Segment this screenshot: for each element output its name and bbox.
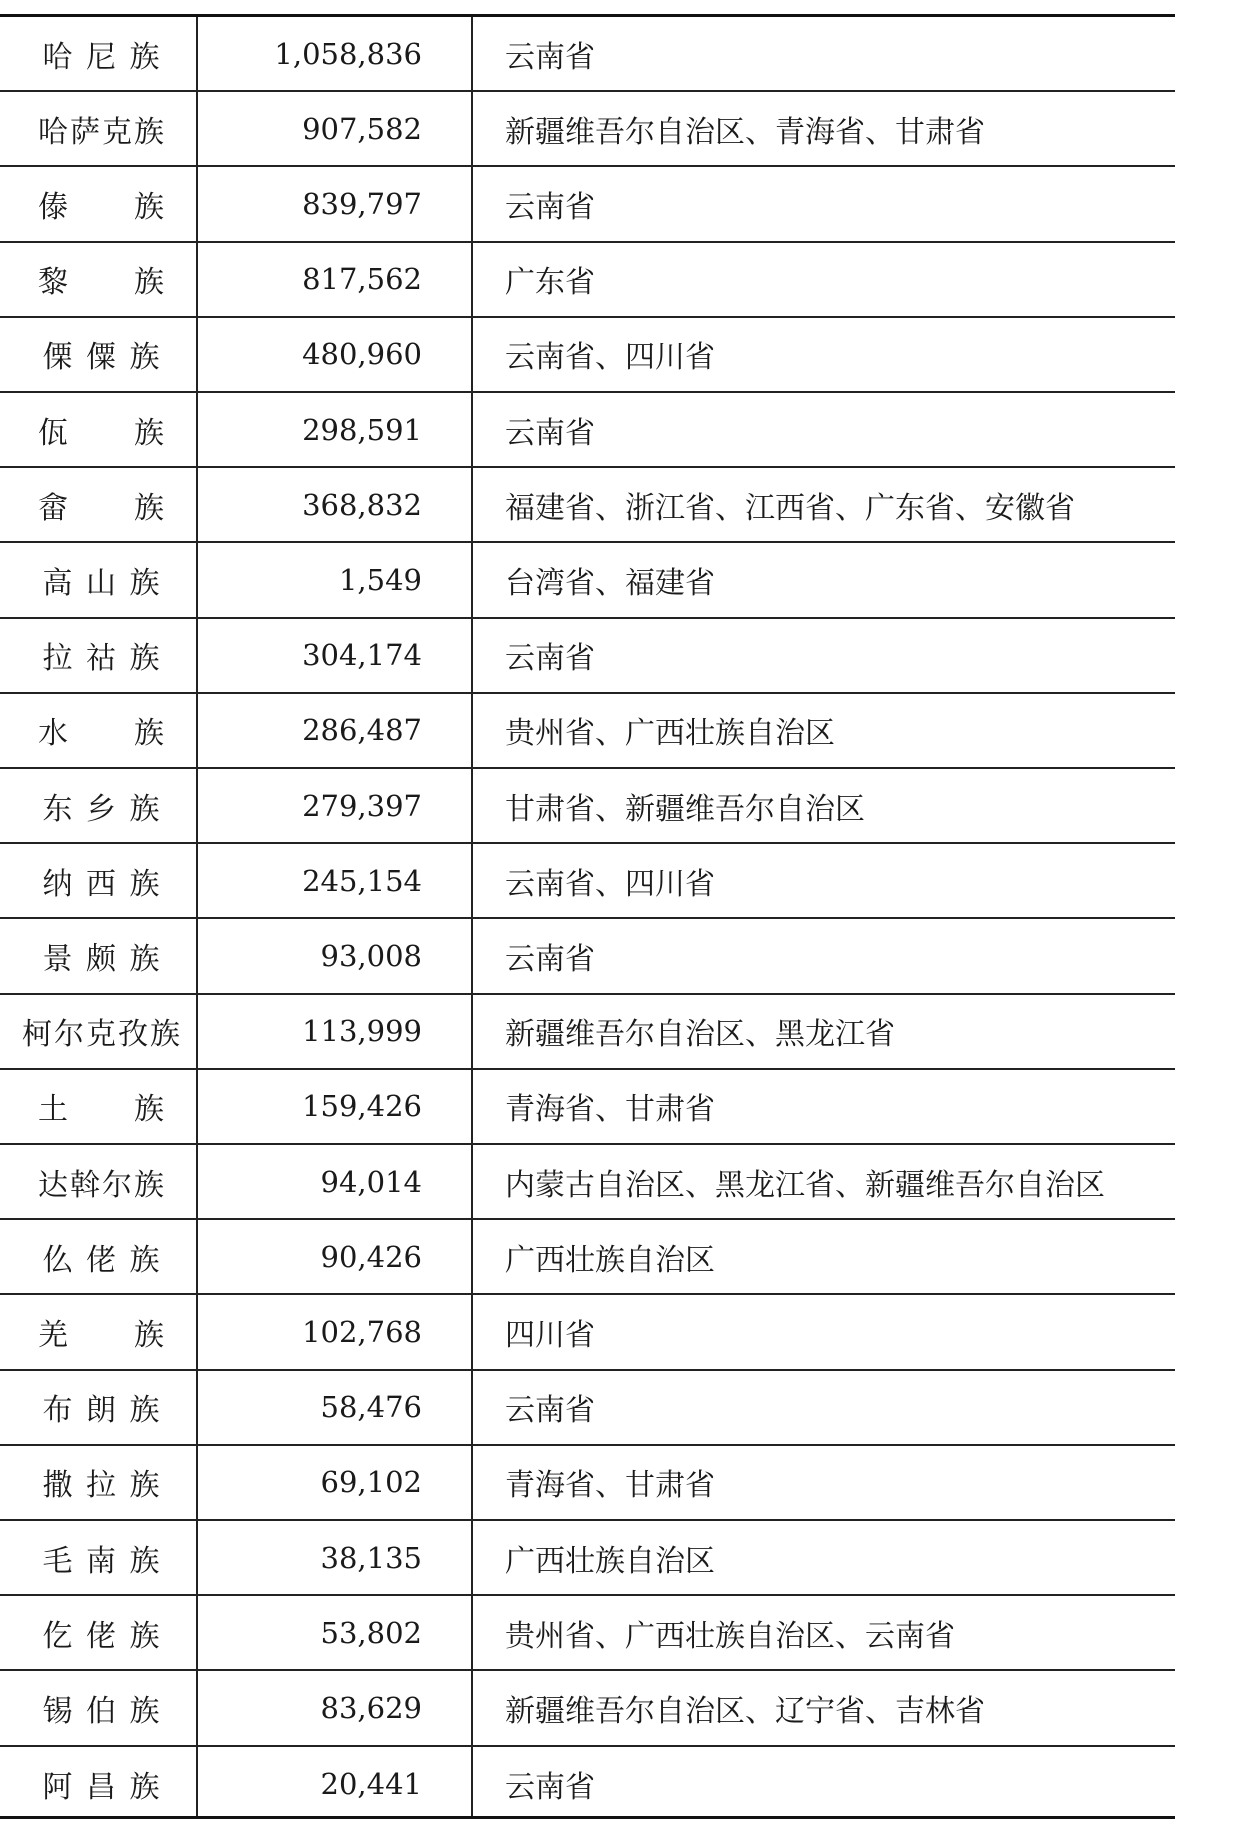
population-value: 58,476 xyxy=(320,1390,422,1425)
population-value: 907,582 xyxy=(302,111,422,146)
population-value: 90,426 xyxy=(320,1239,422,1274)
table-row xyxy=(0,393,1175,468)
table-row xyxy=(0,1747,1175,1822)
ethnic-group-name: 毛 南 族 xyxy=(42,1543,162,1579)
population-value: 368,832 xyxy=(302,487,422,522)
population-value: 279,397 xyxy=(302,788,422,823)
distribution-region: 四川省 xyxy=(505,1317,595,1353)
population-value: 245,154 xyxy=(302,863,422,898)
population-value: 113,999 xyxy=(302,1014,422,1049)
table-row xyxy=(0,543,1175,618)
ethnic-group-name: 柯尔克孜族 xyxy=(22,1017,182,1053)
distribution-region: 新疆维吾尔自治区、黑龙江省 xyxy=(505,1017,895,1053)
distribution-region: 云南省 xyxy=(505,641,595,677)
ethnic-group-name: 布 朗 族 xyxy=(42,1393,162,1429)
ethnic-group-name: 羌 族 xyxy=(38,1317,166,1353)
distribution-region: 云南省 xyxy=(505,941,595,977)
population-value: 480,960 xyxy=(302,337,422,372)
ethnic-group-name: 畲 族 xyxy=(38,490,166,526)
ethnic-group-name: 撒 拉 族 xyxy=(42,1468,162,1504)
distribution-region: 云南省、四川省 xyxy=(505,866,715,902)
population-value: 286,487 xyxy=(302,713,422,748)
ethnic-group-name: 黎 族 xyxy=(38,265,166,301)
ethnic-group-name: 仫 佬 族 xyxy=(42,1242,162,1278)
table-row xyxy=(0,1596,1175,1671)
ethnic-group-name: 拉 祜 族 xyxy=(42,641,162,677)
population-value: 1,549 xyxy=(338,562,422,597)
population-value: 298,591 xyxy=(302,412,422,447)
table-row xyxy=(0,919,1175,994)
table-row xyxy=(0,1371,1175,1446)
distribution-region: 云南省 xyxy=(505,189,595,225)
table-row xyxy=(0,1521,1175,1596)
population-value: 93,008 xyxy=(320,938,422,973)
table-row xyxy=(0,1446,1175,1521)
population-value: 83,629 xyxy=(320,1690,422,1725)
distribution-region: 广西壮族自治区 xyxy=(505,1242,715,1278)
ethnic-group-name: 景 颇 族 xyxy=(42,941,162,977)
table-row xyxy=(0,1145,1175,1220)
population-value: 38,135 xyxy=(320,1540,422,1575)
table-row xyxy=(0,92,1175,167)
distribution-region: 云南省、四川省 xyxy=(505,340,715,376)
distribution-region: 贵州省、广西壮族自治区 xyxy=(505,716,835,752)
table-row xyxy=(0,769,1175,844)
table-row xyxy=(0,1295,1175,1370)
distribution-region: 新疆维吾尔自治区、辽宁省、吉林省 xyxy=(505,1693,985,1729)
distribution-region: 云南省 xyxy=(505,1770,595,1806)
distribution-region: 云南省 xyxy=(505,1393,595,1429)
population-value: 1,058,836 xyxy=(274,36,422,71)
ethnic-group-name: 哈 尼 族 xyxy=(42,39,162,75)
population-value: 159,426 xyxy=(302,1089,422,1124)
population-value: 304,174 xyxy=(302,638,422,673)
distribution-region: 内蒙古自治区、黑龙江省、新疆维吾尔自治区 xyxy=(505,1167,1105,1203)
ethnic-group-name: 高 山 族 xyxy=(42,565,162,601)
distribution-region: 青海省、甘肃省 xyxy=(505,1468,715,1504)
ethnic-group-name: 阿 昌 族 xyxy=(42,1770,162,1806)
population-value: 69,102 xyxy=(320,1465,422,1500)
population-value: 839,797 xyxy=(302,186,422,221)
ethnic-group-name: 达斡尔族 xyxy=(38,1167,166,1203)
table-row xyxy=(0,17,1175,92)
table-bottom-rule xyxy=(0,1816,1175,1819)
distribution-region: 贵州省、广西壮族自治区、云南省 xyxy=(505,1618,955,1654)
ethnic-group-name: 佤 族 xyxy=(38,415,166,451)
table-row xyxy=(0,844,1175,919)
table-row xyxy=(0,318,1175,393)
ethnic-group-name: 傣 族 xyxy=(38,189,166,225)
table-row xyxy=(0,1220,1175,1295)
ethnic-group-name: 纳 西 族 xyxy=(42,866,162,902)
table-row xyxy=(0,468,1175,543)
distribution-region: 广西壮族自治区 xyxy=(505,1543,715,1579)
ethnic-group-name: 锡 伯 族 xyxy=(42,1693,162,1729)
population-value: 94,014 xyxy=(320,1164,422,1199)
distribution-region: 云南省 xyxy=(505,39,595,75)
table-row xyxy=(0,694,1175,769)
table-row xyxy=(0,1070,1175,1145)
population-value: 102,768 xyxy=(302,1314,422,1349)
table-row xyxy=(0,995,1175,1070)
distribution-region: 新疆维吾尔自治区、青海省、甘肃省 xyxy=(505,114,985,150)
distribution-region: 福建省、浙江省、江西省、广东省、安徽省 xyxy=(505,490,1075,526)
ethnic-group-name: 土 族 xyxy=(38,1092,166,1128)
table-row xyxy=(0,619,1175,694)
distribution-region: 云南省 xyxy=(505,415,595,451)
table-row xyxy=(0,1671,1175,1746)
table-row xyxy=(0,243,1175,318)
population-value: 817,562 xyxy=(302,262,422,297)
ethnic-group-name: 水 族 xyxy=(38,716,166,752)
population-value: 53,802 xyxy=(320,1615,422,1650)
ethnic-group-name: 东 乡 族 xyxy=(42,791,162,827)
ethnic-group-name: 傈 僳 族 xyxy=(42,340,162,376)
distribution-region: 广东省 xyxy=(505,265,595,301)
ethnic-group-name: 仡 佬 族 xyxy=(42,1618,162,1654)
table-row xyxy=(0,167,1175,242)
ethnic-group-name: 哈萨克族 xyxy=(38,114,166,150)
distribution-region: 台湾省、福建省 xyxy=(505,565,715,601)
distribution-region: 青海省、甘肃省 xyxy=(505,1092,715,1128)
distribution-region: 甘肃省、新疆维吾尔自治区 xyxy=(505,791,865,827)
population-value: 20,441 xyxy=(320,1767,422,1802)
